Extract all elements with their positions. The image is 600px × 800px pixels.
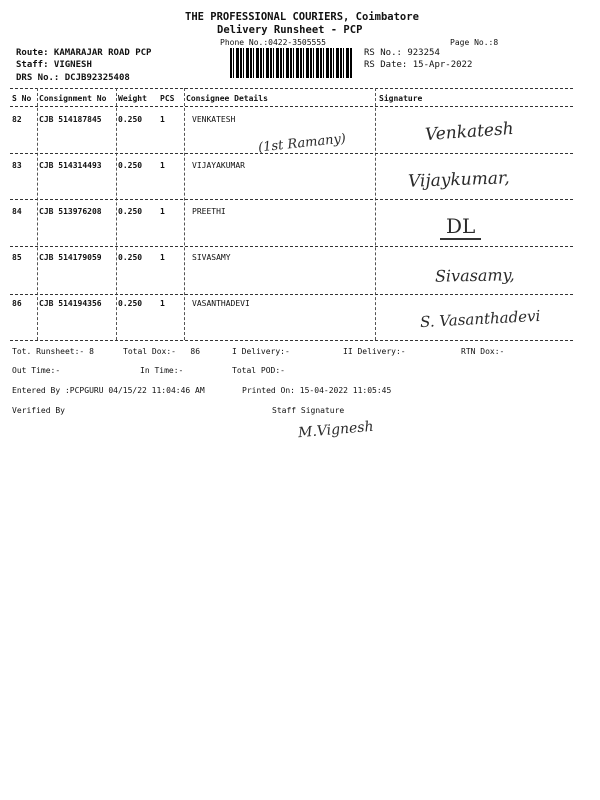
row-consignment: CJB 514314493 [39,161,102,170]
row-consignment: CJB 514179059 [39,253,102,262]
col-divider [184,88,185,340]
row-handwritten-note: (1st Ramany) [257,131,347,156]
col-divider [116,88,117,340]
col-divider [375,88,376,340]
row-sno: 86 [12,299,22,308]
total-pod: Total POD:- [232,366,285,375]
row-signature: Venkatesh [424,118,515,146]
staff-signature: M.Vignesh [297,418,375,442]
table-bottom-rule [10,340,573,341]
row-weight: 0.250 [118,161,143,170]
col-header-signature: Signature [379,94,423,103]
col-header-pcs: PCS [160,94,175,103]
document-title: Delivery Runsheet - PCP [217,24,363,36]
col-divider [37,88,38,340]
out-time: Out Time:- [12,366,61,375]
rtn-dox: RTN Dox:- [461,347,505,356]
row-sno: 82 [12,115,22,124]
route: Route: KAMARAJAR ROAD PCP [16,48,152,58]
row-signature: S. Vasanthadevi [419,306,541,332]
row-rule [10,153,573,154]
phone-number: Phone No.:0422-3505555 [220,38,326,47]
row-rule [10,294,573,295]
row-pcs: 1 [160,161,165,170]
printed-on: Printed On: 15-04-2022 11:05:45 [242,386,392,395]
row-consignee: VASANTHADEVI [192,299,250,308]
row-weight: 0.250 [118,253,143,262]
row-consignee: VIJAYAKUMAR [192,161,245,170]
row-rule [10,246,573,247]
row-signature: Sivasamy, [434,265,515,286]
row-consignee: PREETHI [192,207,226,216]
entered-by: Entered By :PCPGURU 04/15/22 11:04:46 AM [12,386,205,395]
row-rule [10,199,573,200]
row-sno: 84 [12,207,22,216]
col-header-consignment: Consignment No [39,94,107,103]
row-consignee: VENKATESH [192,115,236,124]
table-top-rule [10,88,573,89]
total-dox: Total Dox:- 86 [123,347,201,356]
row-weight: 0.250 [118,207,143,216]
row-consignment: CJB 514187845 [39,115,102,124]
row-signature: Vijaykumar, [407,168,510,192]
i-delivery: I Delivery:- [232,347,290,356]
barcode [230,48,352,78]
in-time: In Time:- [140,366,184,375]
staff-signature-label: Staff Signature [272,406,345,415]
page-number: Page No.:8 [450,38,499,47]
ii-delivery: II Delivery:- [343,347,406,356]
row-signature: DL [440,214,481,240]
table-header-rule [10,106,573,107]
row-pcs: 1 [160,115,165,124]
col-header-consignee: Consignee Details [186,94,268,103]
row-consignment: CJB 513976208 [39,207,102,216]
row-sno: 83 [12,161,22,170]
row-weight: 0.250 [118,299,143,308]
rs-number: RS No.: 923254 [364,48,440,58]
row-weight: 0.250 [118,115,143,124]
row-consignee: SIVASAMY [192,253,231,262]
row-sno: 85 [12,253,22,262]
drs-number: DRS No.: DCJB92325408 [16,73,130,83]
row-pcs: 1 [160,207,165,216]
rs-date: RS Date: 15-Apr-2022 [364,60,473,70]
row-consignment: CJB 514194356 [39,299,102,308]
row-pcs: 1 [160,253,165,262]
company-name: THE PROFESSIONAL COURIERS, Coimbatore [185,11,419,23]
col-header-weight: Weight [118,94,147,103]
row-pcs: 1 [160,299,165,308]
staff-name: Staff: VIGNESH [16,60,92,70]
total-runsheet: Tot. Runsheet:- 8 [12,347,94,356]
verified-by: Verified By [12,406,65,415]
col-header-sno: S No [12,94,32,103]
